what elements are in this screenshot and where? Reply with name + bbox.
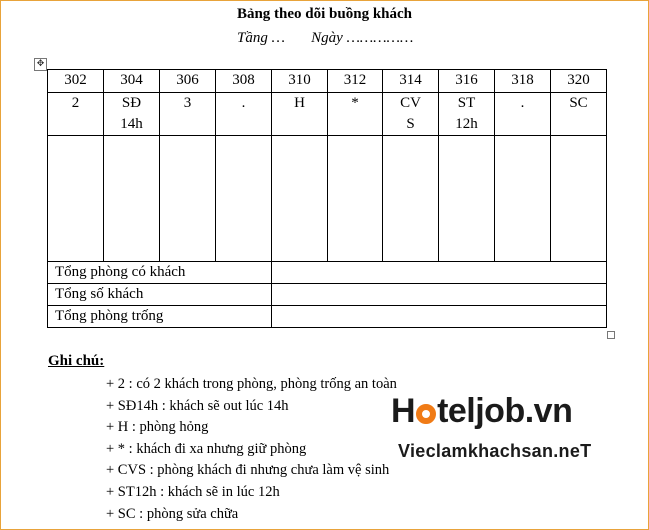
notes-list — [106, 374, 397, 525]
table-cell[interactable] — [104, 136, 160, 262]
note-item: + CVS : phòng khách đi nhưng chưa làm vệ sinh — [106, 462, 390, 479]
note-item: + SĐ14h : khách sẽ out lúc 14h — [106, 397, 289, 414]
table-cell[interactable] — [495, 136, 551, 262]
room-number-cell: 316 — [439, 70, 495, 93]
summary-value-cell[interactable] — [272, 284, 607, 306]
summary-row-guests — [48, 284, 607, 306]
site-watermark: Vieclamkhachsan.neT — [398, 441, 592, 461]
blank-row — [48, 136, 607, 262]
room-status-cell: . — [495, 93, 551, 136]
summary-row-occupied — [48, 262, 607, 284]
room-status-cell: * — [328, 93, 383, 136]
room-number-cell: 312 — [328, 70, 383, 93]
note-item: + H : phòng hỏng — [106, 419, 209, 436]
room-number-cell: 320 — [551, 70, 607, 93]
room-number-cell: 308 — [216, 70, 272, 93]
table-cell[interactable] — [272, 136, 328, 262]
move-arrows-icon[interactable]: ✥ — [34, 58, 47, 71]
table-cell[interactable] — [551, 136, 607, 262]
table-cell[interactable] — [328, 136, 383, 262]
note-item: + * : khách đi xa nhưng giữ phòng — [106, 440, 307, 457]
summary-label: Tổng phòng trống — [48, 306, 272, 328]
summary-row-vacant — [48, 306, 607, 328]
room-status-cell: SC — [551, 93, 607, 136]
room-status-cell: 3 — [160, 93, 216, 136]
summary-value-cell[interactable] — [272, 306, 607, 328]
summary-label: Tổng phòng có khách — [48, 262, 272, 284]
room-status-row — [48, 93, 607, 136]
room-status-cell: SĐ 14h — [104, 93, 160, 136]
page-title: Bảng theo dõi buồng khách — [236, 6, 413, 22]
notes-title: Ghi chú: — [48, 353, 105, 369]
room-number-cell: 304 — [104, 70, 160, 93]
table-cell[interactable] — [383, 136, 439, 262]
table-cell[interactable] — [439, 136, 495, 262]
note-item: + 2 : có 2 khách trong phòng, phòng trống an toàn — [106, 376, 397, 392]
room-number-cell: 314 — [383, 70, 439, 93]
hoteljob-logo: H teljob.vn — [391, 392, 573, 430]
room-number-cell: 306 — [160, 70, 216, 93]
logo-o-ring-icon — [416, 404, 436, 424]
summary-value-cell[interactable] — [272, 262, 607, 284]
table-cell[interactable] — [160, 136, 216, 262]
note-item: + ST12h : khách sẽ in lúc 12h — [106, 483, 280, 500]
table-cell[interactable] — [48, 136, 104, 262]
room-status-cell: CV S — [383, 93, 439, 136]
note-item: + SC : phòng sửa chữa — [106, 505, 239, 522]
room-status-cell: 2 — [48, 93, 104, 136]
room-status-cell: . — [216, 93, 272, 136]
room-status-cell: H — [272, 93, 328, 136]
table-cell[interactable] — [216, 136, 272, 262]
room-number-cell: 318 — [495, 70, 551, 93]
summary-label: Tổng số khách — [48, 284, 272, 306]
room-number-row — [48, 70, 607, 93]
page-subtitle: Tầng … Ngày …………… — [237, 30, 414, 46]
room-number-cell: 302 — [48, 70, 104, 93]
room-status-cell: ST 12h — [439, 93, 495, 136]
room-tracking-table — [47, 69, 607, 328]
room-number-cell: 310 — [272, 70, 328, 93]
resize-square-icon[interactable] — [607, 331, 615, 339]
